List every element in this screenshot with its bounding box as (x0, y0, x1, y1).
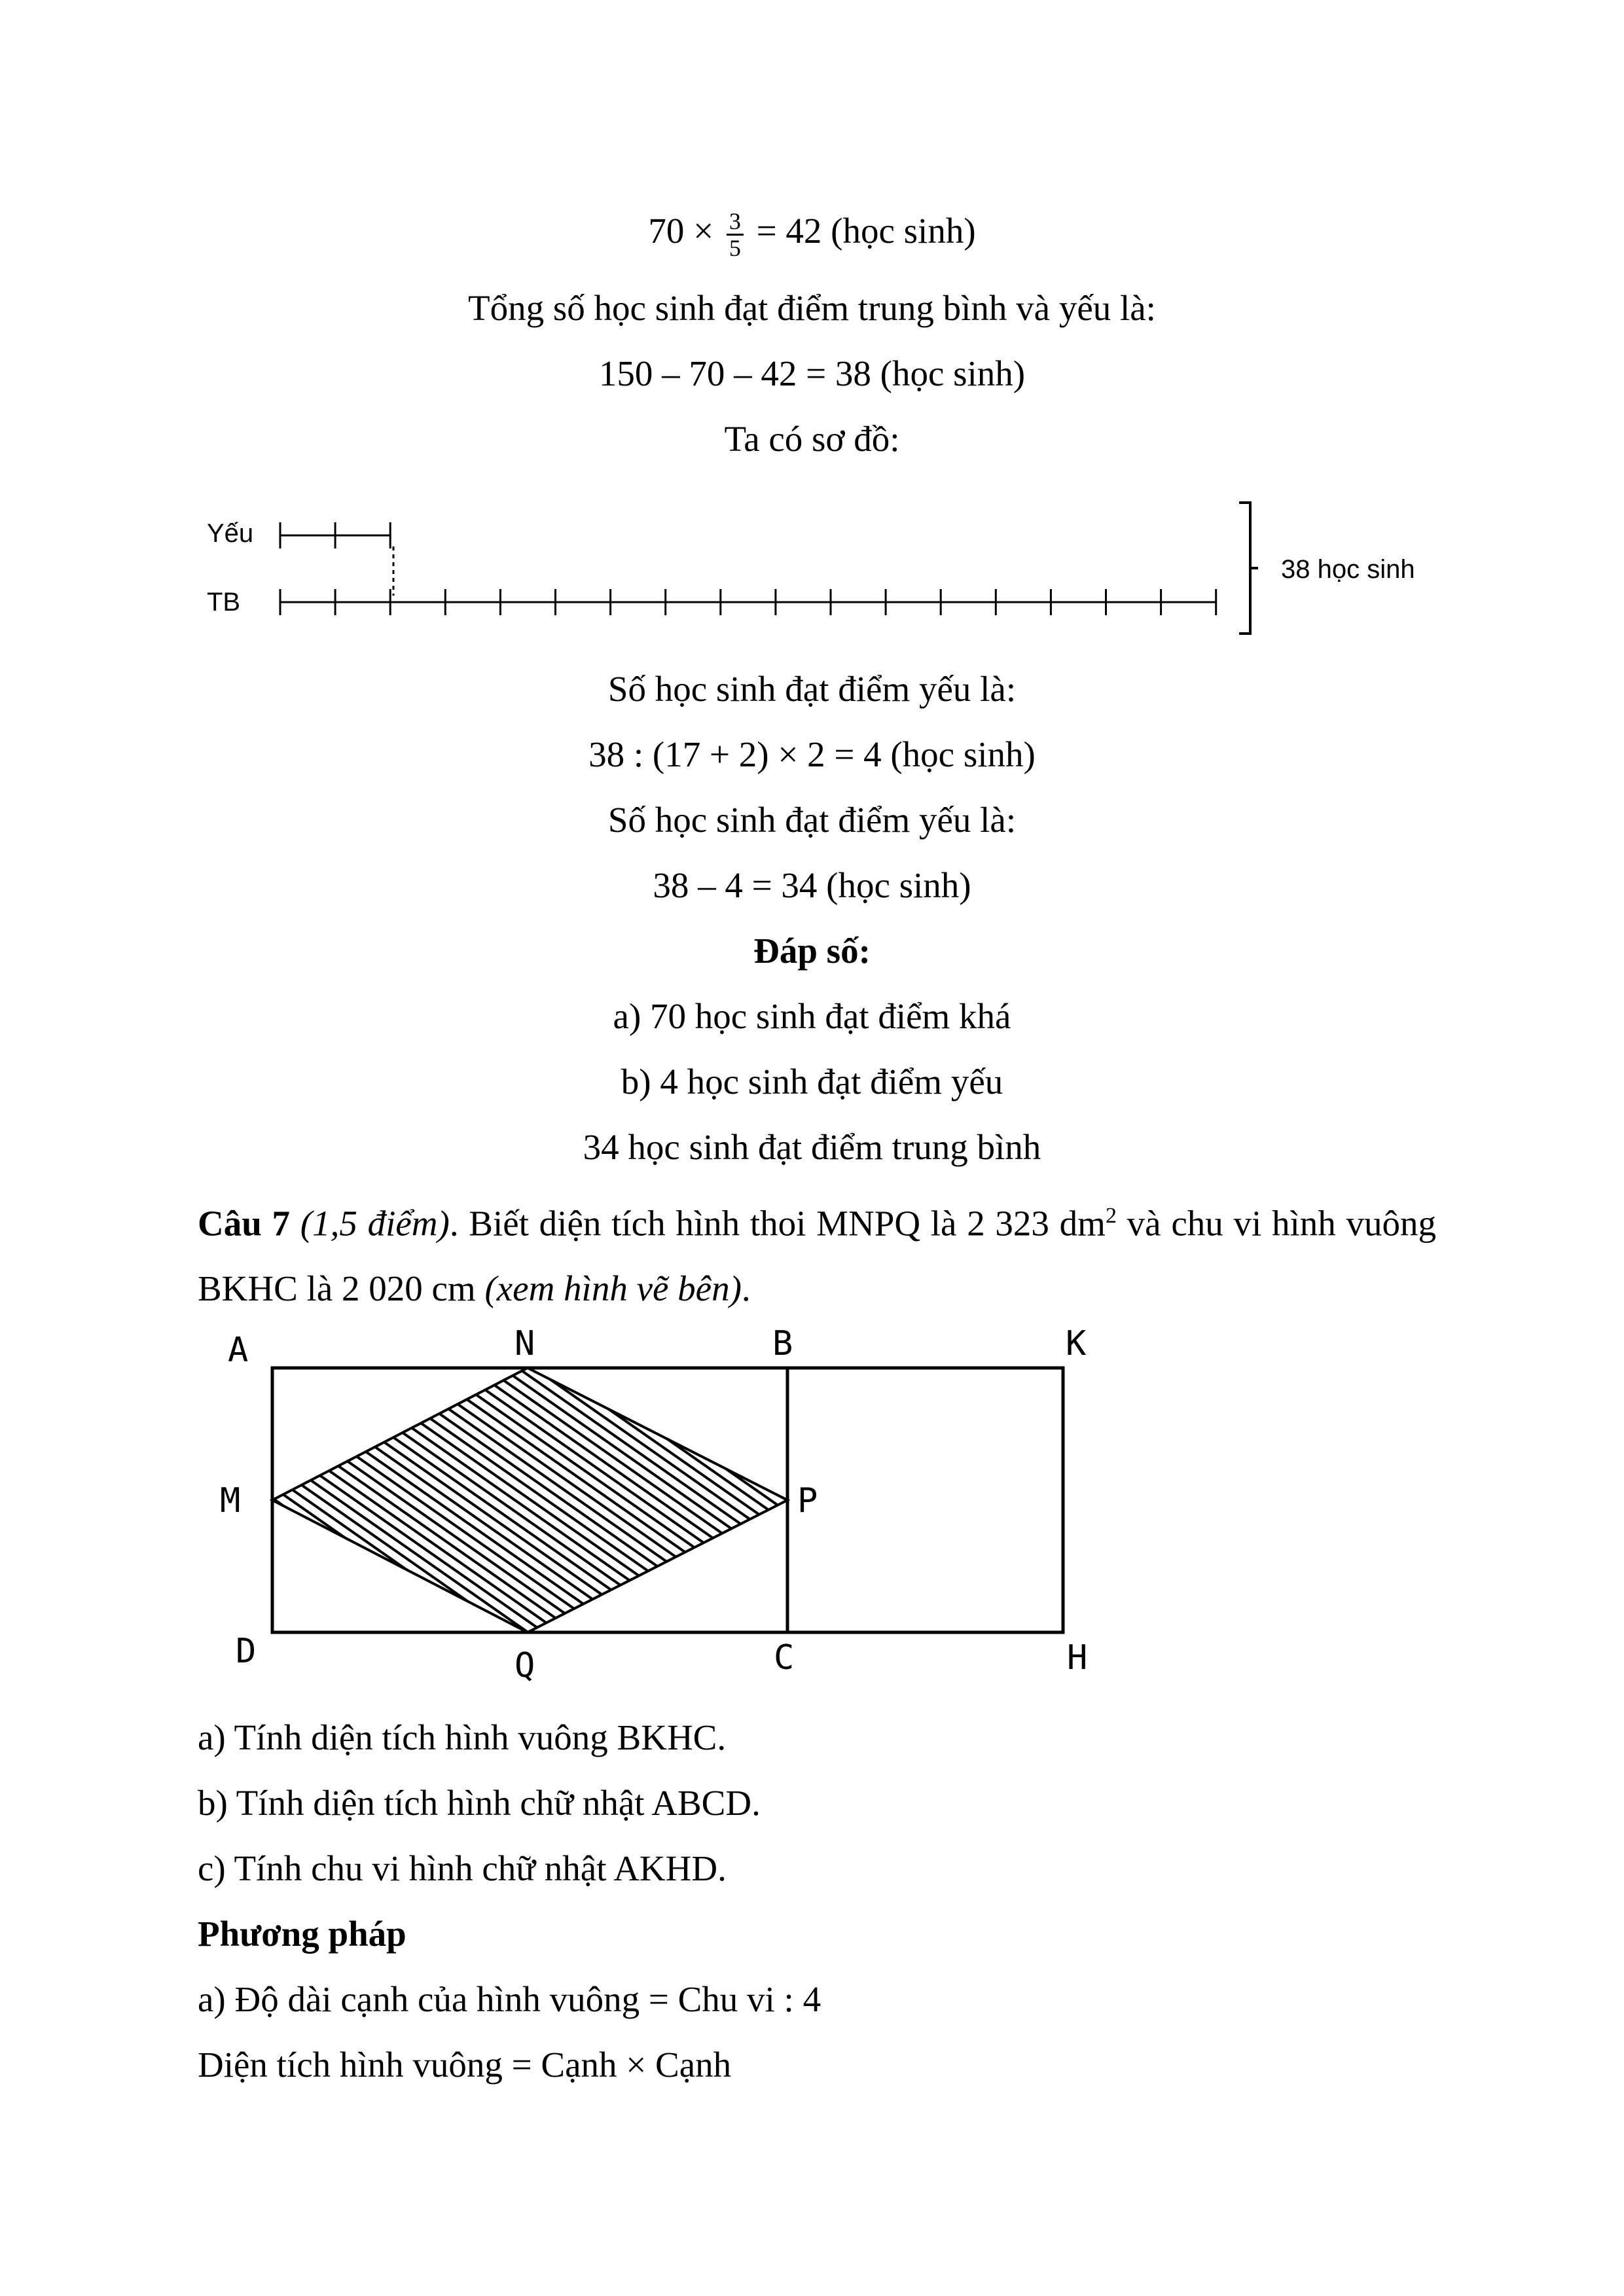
question-label: Câu 7 (198, 1203, 291, 1244)
task-c: c) Tính chu vi hình chữ nhật AKHD. (198, 1848, 727, 1888)
method-title: Phương pháp (198, 1914, 406, 1954)
text-line: Số học sinh đạt điểm yếu là: (607, 800, 1017, 840)
text-line: 38 – 4 = 34 (học sinh) (653, 865, 971, 905)
rhombus-MNPQ (272, 1368, 787, 1632)
superscript: 2 (1105, 1204, 1117, 1228)
text-line: Tổng số học sinh đạt điểm trung bình và yếu là: (468, 288, 1156, 328)
label-weak: Yếu (207, 519, 254, 548)
answer-b: b) 4 học sinh đạt điểm yếu (621, 1062, 1003, 1102)
answer-a: a) 70 học sinh đạt điểm khá (613, 996, 1011, 1036)
label-avg: TB (207, 588, 241, 617)
segment-diagram (0, 484, 1624, 655)
text-line: 150 – 70 – 42 = 38 (học sinh) (598, 353, 1026, 393)
weak-segment (280, 522, 390, 548)
label-N: N (514, 1324, 535, 1363)
fraction (727, 209, 744, 260)
label-D: D (236, 1632, 257, 1671)
fraction-numerator: 3 (727, 209, 744, 236)
method-line-1: a) Độ dài cạnh của hình vuông = Chu vi : 4 (198, 1979, 821, 2019)
fraction-denominator: 5 (729, 234, 741, 261)
label-P: P (797, 1481, 818, 1520)
answer-b2: 34 học sinh đạt điểm trung bình (583, 1127, 1041, 1167)
brace (1239, 503, 1250, 634)
geometry-figure (0, 1309, 1624, 1702)
question-text-2: và chu vi hình vuông BKHC là 2 020 cm (198, 1203, 1436, 1309)
label-Q: Q (514, 1646, 535, 1685)
text-line: 38 : (17 + 2) × 2 = 4 (học sinh) (588, 734, 1036, 774)
equation-line (0, 208, 1624, 260)
equation-lhs: 70 × (648, 211, 714, 251)
method-line-2: Diện tích hình vuông = Cạnh × Cạnh (198, 2045, 732, 2085)
question-7 (198, 1183, 1436, 1321)
equation-rhs: = 42 (học sinh) (756, 211, 976, 251)
label-K: K (1066, 1324, 1087, 1363)
label-H: H (1067, 1638, 1088, 1677)
label-A: A (228, 1331, 249, 1370)
question-text-1: . Biết diện tích hình thoi MNPQ là 2 323 dm (449, 1203, 1106, 1244)
question-points: (1,5 điểm) (300, 1203, 450, 1244)
total-label: 38 học sinh (1281, 555, 1415, 584)
text-line: Ta có sơ đồ: (724, 419, 900, 459)
label-M: M (220, 1481, 241, 1520)
answer-title: Đáp số: (753, 931, 871, 971)
avg-segment (280, 589, 1216, 615)
question-note: (xem hình vẽ bên) (484, 1268, 742, 1309)
task-a: a) Tính diện tích hình vuông BKHC. (198, 1717, 727, 1757)
text-line: Số học sinh đạt điểm yếu là: (607, 669, 1017, 709)
label-B: B (772, 1324, 793, 1363)
task-b: b) Tính diện tích hình chữ nhật ABCD. (198, 1783, 761, 1823)
label-C: C (774, 1638, 795, 1677)
question-end: . (741, 1268, 751, 1309)
